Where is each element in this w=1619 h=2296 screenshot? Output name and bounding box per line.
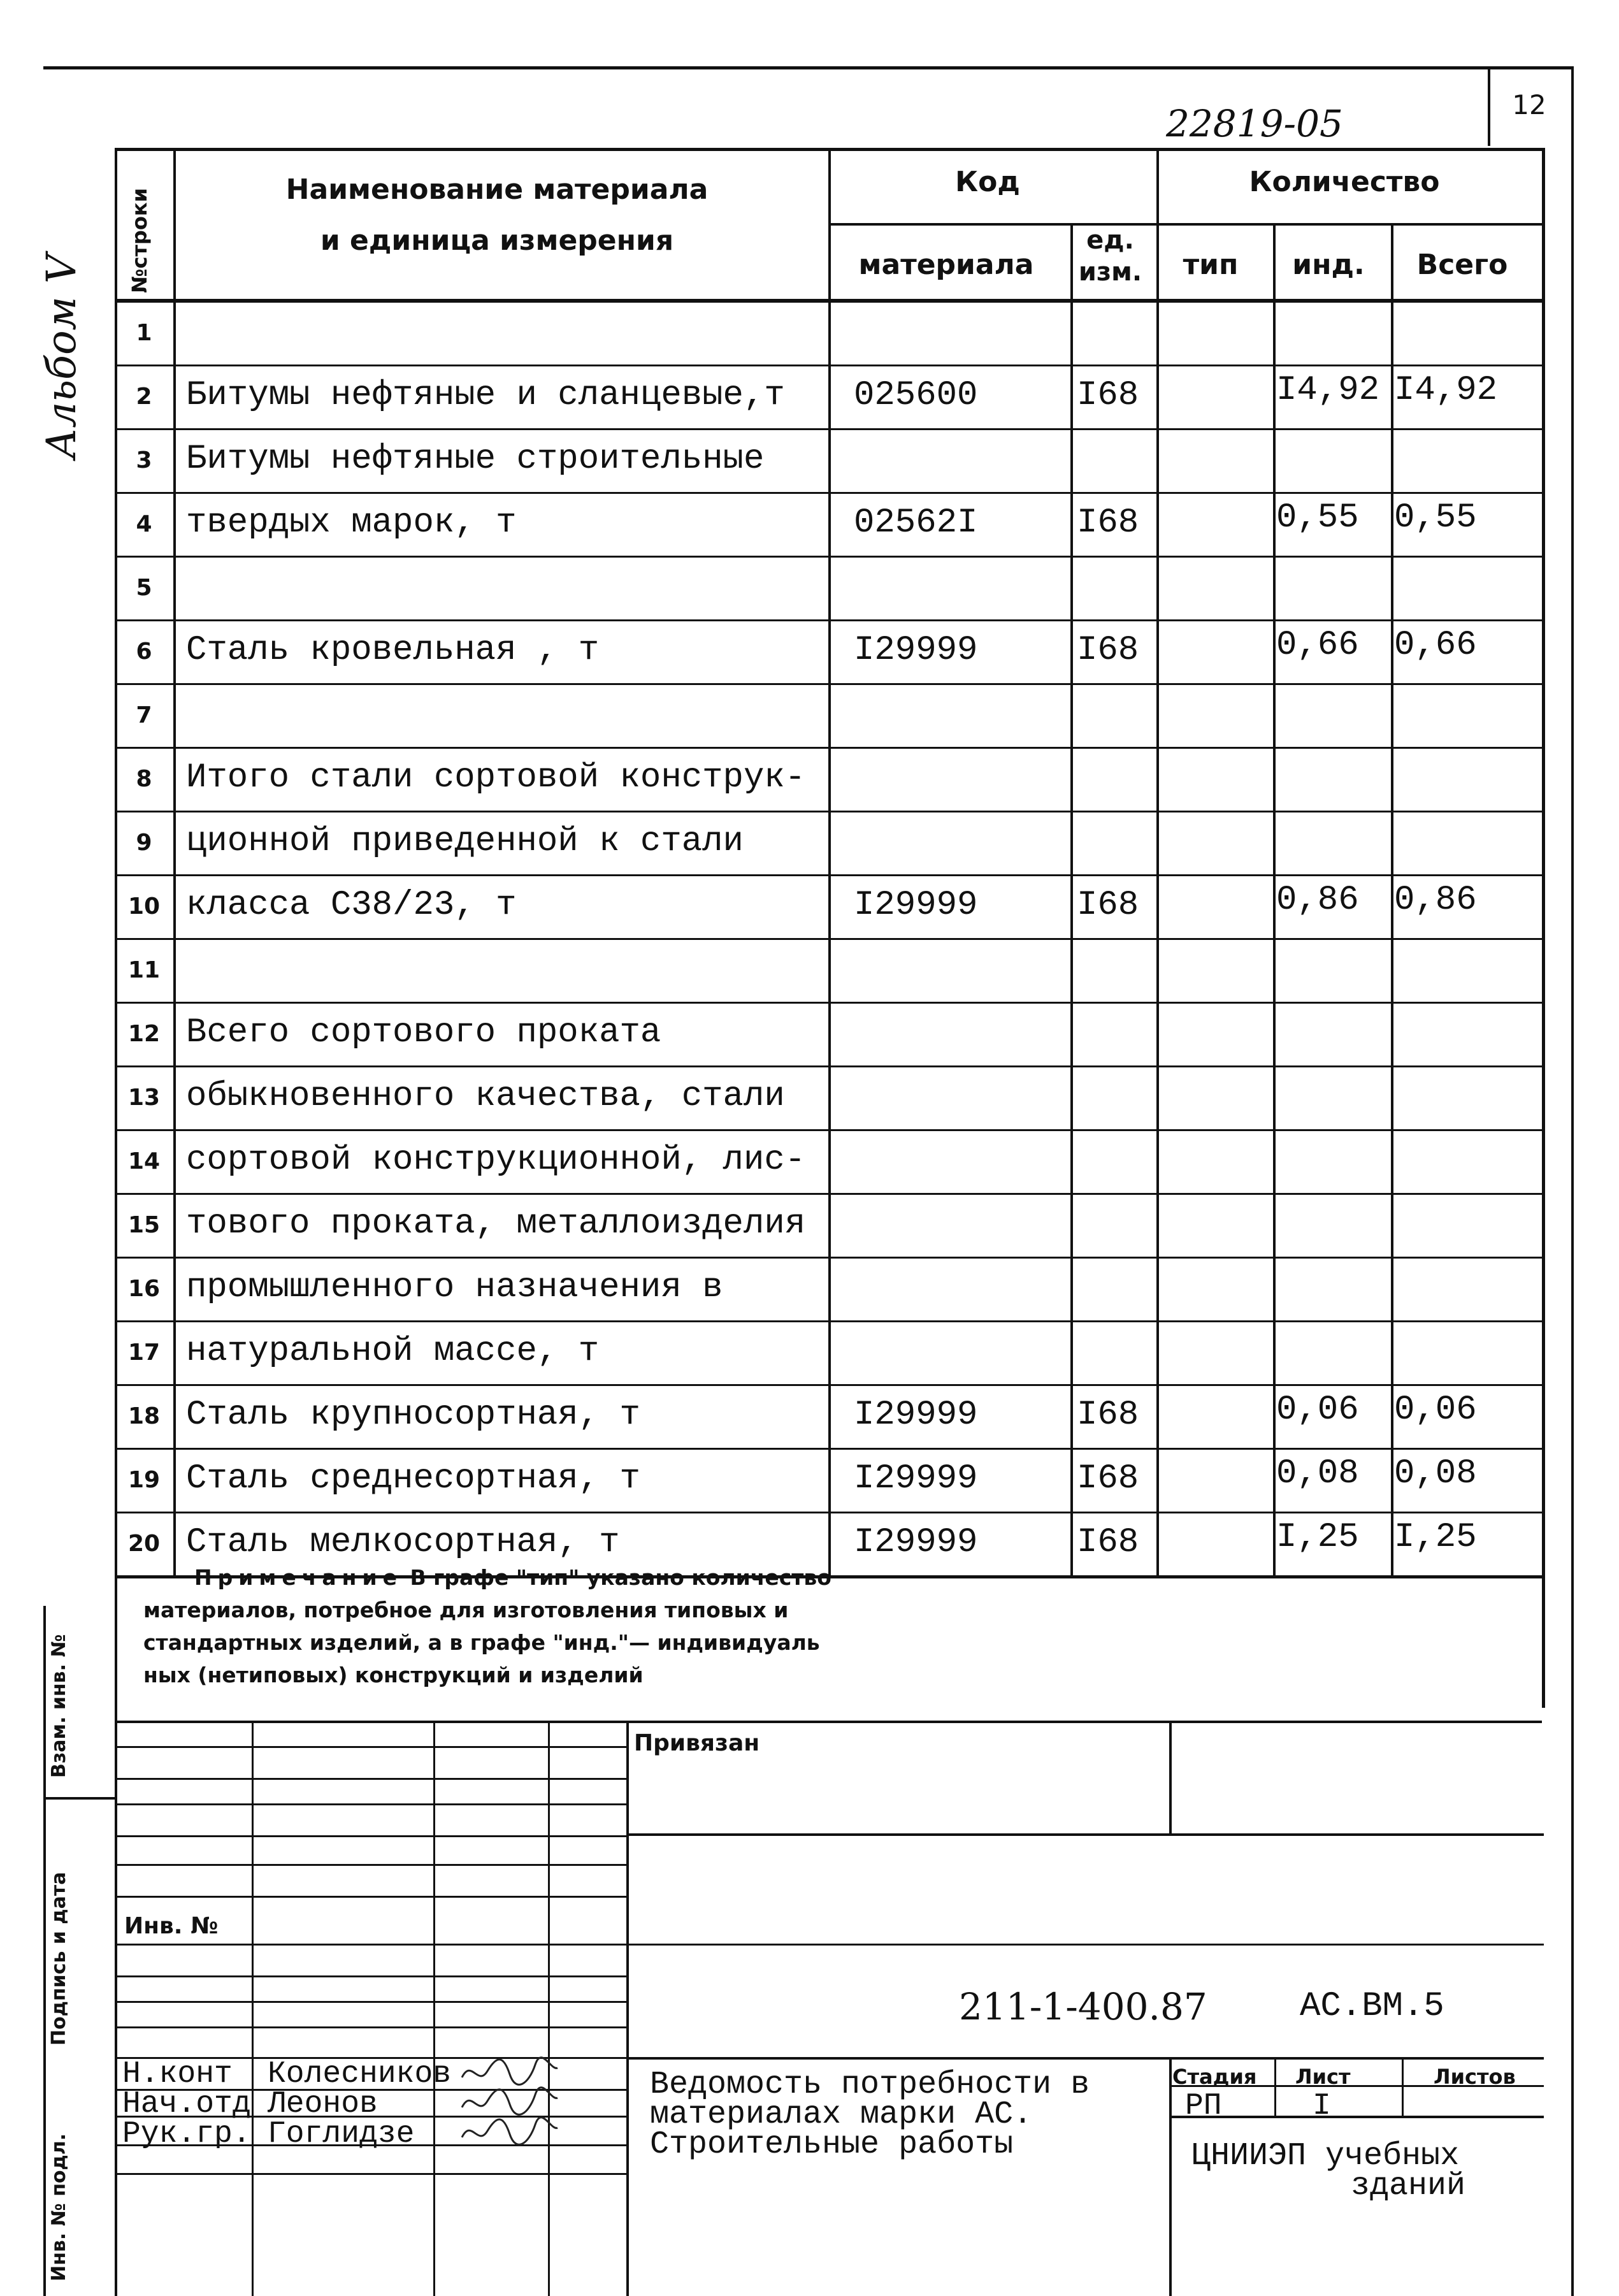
org-line2: зданий [1351,2168,1466,2204]
row-number: 10 [127,893,161,920]
title-row-main-top [626,2057,1544,2060]
sig-row-line [115,1778,626,1780]
row-number: 1 [136,320,152,346]
top-border [43,66,1572,69]
sig-row-line [115,2173,626,2175]
row-number: 9 [136,830,152,856]
note-line1: В графе "тип" указано количество [402,1565,831,1590]
title-row-designation-top [626,1944,1544,1946]
qty-total: I4,92 [1394,371,1498,410]
material-name: тового проката, металлоизделия [186,1204,806,1243]
table-row [0,301,1619,365]
qty-total: 0,08 [1394,1454,1477,1493]
header-quantity: Количество [1249,166,1440,198]
side-stamp-left-line [43,1606,46,2296]
sheet-value: I [1313,2089,1331,2123]
header-row-number: №строки [127,187,152,293]
table-row [0,811,1619,874]
material-code: I29999 [854,1396,978,1434]
signature-role: Нач.отд [122,2087,251,2121]
row-number: 20 [127,1531,161,1557]
stage-col-1 [1274,2057,1276,2116]
material-name: ционной приведенной к стали [186,822,744,861]
qty-ind: I4,92 [1276,371,1380,410]
table-row [0,1002,1619,1065]
title-top-line [115,1721,1542,1723]
sig-row-line [115,1835,626,1837]
header-name-line1: Наименование материала [285,173,709,206]
material-code: I29999 [854,1523,978,1562]
signature-role: Н.конт [122,2057,233,2091]
sig-row-line [115,1746,626,1748]
designation: 211-1-400.87 [959,1985,1207,2028]
doc-title-line2: материалах марки АС. [650,2097,1033,2133]
sig-col-3 [548,1721,550,2296]
material-code: 025600 [854,376,978,415]
main-col [626,1721,629,2296]
qty-ind: I,25 [1276,1518,1359,1557]
row-number: 11 [127,957,161,983]
row-number: 8 [136,766,152,792]
row-number: 5 [136,575,152,601]
table-row [0,938,1619,1002]
stage-box-left [1169,2057,1172,2296]
header-sub-line [828,223,1542,226]
side-stamp-inv-podl: Инв. № подл. [48,2133,70,2281]
material-name: Сталь среднесортная, т [186,1459,640,1498]
sig-row-line [115,1803,626,1805]
signature-row [0,2117,637,2151]
row-number: 16 [127,1276,161,1302]
table-row [0,556,1619,619]
row-number: 18 [127,1403,161,1429]
sig-row-line [115,1975,626,1977]
album-label: Альбом V [38,254,85,459]
row-number: 12 [127,1021,161,1047]
unit-code: I68 [1077,1459,1139,1498]
org-line1: ЦНИИЭП учебных [1191,2138,1460,2174]
note [143,1561,1099,1691]
row-number: 13 [127,1085,161,1111]
row-number: 15 [127,1212,161,1238]
row-number: 4 [136,511,152,537]
side-stamp-vzam-inv: Взам. инв. № [48,1634,70,1778]
qty-total: 0,86 [1394,881,1477,920]
header-qty-type: тип [1183,249,1239,281]
sig-col-2 [433,1721,435,2296]
material-code: 02562I [854,503,978,542]
table-row [0,747,1619,811]
privyazan-label: Привязан [634,1730,760,1756]
qty-ind: 0,08 [1276,1454,1359,1493]
note-line2: материалов, потребное для изготовления типовых и [143,1598,789,1622]
stage-col-2 [1402,2057,1404,2116]
table-row [0,1065,1619,1129]
table-row [0,1320,1619,1384]
material-name: Сталь мелкосортная, т [186,1523,620,1562]
qty-total: 0,66 [1394,626,1477,665]
row-number: 3 [136,447,152,473]
doc-title-line1: Ведомость потребности в [650,2067,1090,2103]
doc-number: 22819-05 [1166,102,1343,145]
unit-code: I68 [1077,1396,1139,1434]
note-lead: Примечание [194,1565,403,1590]
qty-total: 0,55 [1394,498,1477,537]
unit-code: I68 [1077,631,1139,670]
sig-row-line [115,2001,626,2003]
qty-ind: 0,86 [1276,881,1359,920]
table-row [0,683,1619,747]
row-number: 7 [136,702,152,728]
side-stamp-divider-1 [43,1797,115,1800]
inv-no-label: Инв. № [124,1913,219,1939]
material-name: Битумы нефтяные строительные [186,440,765,479]
table-row [0,1193,1619,1257]
note-line3: стандартных изделий, а в графе "инд."— индивидуаль [143,1630,820,1655]
signature-name: Колесников [268,2057,452,2091]
stage-value-line [1169,2116,1544,2118]
sig-col-1 [252,1721,254,2296]
sheet-label: Лист [1295,2065,1351,2089]
signature-role: Рук.гр. [122,2117,251,2151]
doc-title-line3: Строительные работы [650,2126,1014,2163]
header-name-line2: и единица измерения [320,224,674,257]
qty-ind: 0,55 [1276,498,1359,537]
material-name: натуральной массе, т [186,1332,600,1371]
sig-row-line [115,1864,626,1866]
header-code: Код [955,166,1020,198]
stage-label: Стадия [1172,2065,1257,2089]
material-name: Сталь кровельная , т [186,631,600,670]
qty-ind: 0,66 [1276,626,1359,665]
qty-ind: 0,06 [1276,1390,1359,1429]
material-code: I29999 [854,1459,978,1498]
material-code: I29999 [854,886,978,925]
unit-code: I68 [1077,886,1139,925]
material-name: Битумы нефтяные и сланцевые,т [186,376,785,415]
stage-value: РП [1185,2089,1222,2123]
table-row [0,365,1619,428]
row-number: 17 [127,1339,161,1366]
material-name: твердых марок, т [186,503,517,542]
header-code-material: материала [858,249,1034,281]
signature-name: Гоглидзе [268,2117,415,2151]
row-number: 2 [136,384,152,410]
row-number: 19 [127,1467,161,1493]
header-qty-total: Всего [1416,249,1508,281]
row-number: 14 [127,1148,161,1174]
material-name: промышленного назначения в [186,1268,723,1307]
table-row [0,1384,1619,1448]
page-number-box-left [1488,66,1490,146]
header-qty-ind: инд. [1292,249,1365,281]
material-name: обыкновенного качества, стали [186,1077,785,1116]
table-row [0,1448,1619,1512]
header-code-unit: ед. изм. [1078,226,1142,287]
table-row [0,1129,1619,1193]
signature-scribble-icon [459,2112,561,2150]
material-name: сортовой конструкционной, лис- [186,1141,806,1180]
unit-code: I68 [1077,1523,1139,1562]
qty-total: I,25 [1394,1518,1477,1557]
unit-code: I68 [1077,376,1139,415]
sig-row-line [115,2026,626,2028]
table-row [0,428,1619,492]
privyazan-right [1169,1721,1172,1833]
table-row [0,874,1619,938]
note-line4: ных (нетиповых) конструкций и изделий [143,1663,644,1687]
qty-total: 0,06 [1394,1390,1477,1429]
material-name: Итого стали сортовой конструк- [186,758,806,797]
mark: АС.ВМ.5 [1300,1987,1444,2026]
material-name: класса С38/23, т [186,886,517,925]
side-stamp-right-line [115,1555,117,2296]
sheets-label: Листов [1434,2065,1516,2089]
title-row-privyazan-bottom [626,1833,1544,1836]
table-row [0,492,1619,556]
signature-name: Леонов [268,2087,378,2121]
table-row [0,619,1619,683]
unit-code: I68 [1077,503,1139,542]
page-number: 12 [1512,89,1546,120]
material-name: Сталь крупносортная, т [186,1396,640,1434]
material-name: Всего сортового проката [186,1013,661,1052]
row-number: 6 [136,639,152,665]
table-row [0,1257,1619,1320]
side-stamp-podpis-data: Подпись и дата [48,1872,70,2046]
material-code: I29999 [854,631,978,670]
sig-row-line [115,1944,626,1946]
sig-row-line [115,1896,626,1898]
